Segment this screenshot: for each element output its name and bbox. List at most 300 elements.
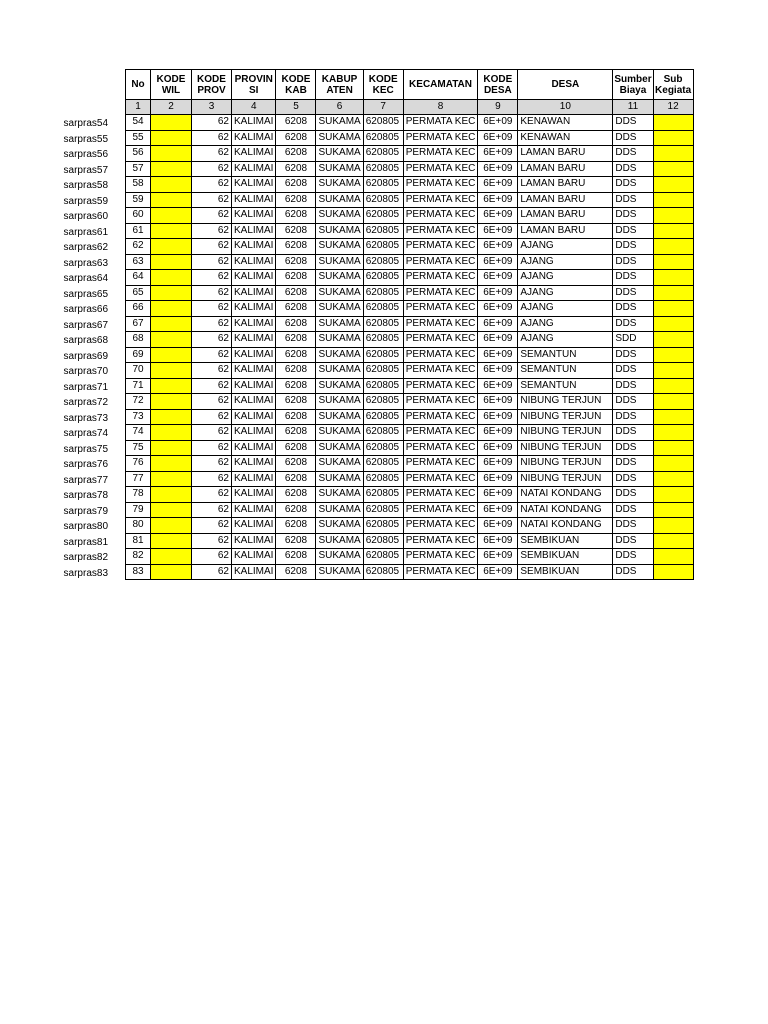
cell-sumber-biaya[interactable]: DDS: [613, 208, 653, 224]
cell-provinsi[interactable]: KALIMAI: [232, 332, 276, 348]
cell-kecamatan[interactable]: PERMATA KEC: [403, 502, 478, 518]
cell-kabupaten[interactable]: SUKAMA: [316, 549, 363, 565]
cell-kecamatan[interactable]: PERMATA KEC: [403, 487, 478, 503]
cell-kabupaten[interactable]: SUKAMA: [316, 239, 363, 255]
cell-provinsi[interactable]: KALIMAI: [232, 487, 276, 503]
cell-sub-kegiatan[interactable]: [653, 409, 693, 425]
cell-sub-kegiatan[interactable]: [653, 378, 693, 394]
col-header-kecamatan[interactable]: KECAMATAN: [403, 70, 478, 100]
cell-kecamatan[interactable]: PERMATA KEC: [403, 549, 478, 565]
cell-sub-kegiatan[interactable]: [653, 347, 693, 363]
cell-no[interactable]: 80: [126, 518, 151, 534]
cell-kode-desa[interactable]: 6E+09: [478, 316, 518, 332]
cell-no[interactable]: 66: [126, 301, 151, 317]
cell-desa[interactable]: LAMAN BARU: [518, 208, 613, 224]
cell-kode-prov[interactable]: 62: [192, 456, 232, 472]
cell-kode-prov[interactable]: 62: [192, 549, 232, 565]
cell-kode-desa[interactable]: 6E+09: [478, 502, 518, 518]
cell-provinsi[interactable]: KALIMAI: [232, 316, 276, 332]
cell-sub-kegiatan[interactable]: [653, 115, 693, 131]
cell-kecamatan[interactable]: PERMATA KEC: [403, 161, 478, 177]
cell-no[interactable]: 71: [126, 378, 151, 394]
col-header-sumber-biaya[interactable]: Sumber Biaya: [613, 70, 653, 100]
cell-kode-kab[interactable]: 6208: [276, 316, 316, 332]
cell-kode-kec[interactable]: 620805: [363, 270, 403, 286]
cell-sumber-biaya[interactable]: SDD: [613, 332, 653, 348]
cell-provinsi[interactable]: KALIMAI: [232, 471, 276, 487]
cell-kode-kab[interactable]: 6208: [276, 130, 316, 146]
cell-no[interactable]: 75: [126, 440, 151, 456]
cell-kode-prov[interactable]: 62: [192, 564, 232, 580]
cell-kabupaten[interactable]: SUKAMA: [316, 347, 363, 363]
cell-provinsi[interactable]: KALIMAI: [232, 518, 276, 534]
cell-kode-kec[interactable]: 620805: [363, 347, 403, 363]
cell-kecamatan[interactable]: PERMATA KEC: [403, 223, 478, 239]
cell-no[interactable]: 77: [126, 471, 151, 487]
cell-kode-kab[interactable]: 6208: [276, 115, 316, 131]
cell-sub-kegiatan[interactable]: [653, 239, 693, 255]
cell-kode-desa[interactable]: 6E+09: [478, 347, 518, 363]
cell-sub-kegiatan[interactable]: [653, 549, 693, 565]
cell-sub-kegiatan[interactable]: [653, 301, 693, 317]
cell-kabupaten[interactable]: SUKAMA: [316, 471, 363, 487]
cell-desa[interactable]: NIBUNG TERJUN: [518, 440, 613, 456]
cell-kabupaten[interactable]: SUKAMA: [316, 192, 363, 208]
cell-kecamatan[interactable]: PERMATA KEC: [403, 425, 478, 441]
cell-desa[interactable]: NATAI KONDANG: [518, 487, 613, 503]
cell-kode-kec[interactable]: 620805: [363, 115, 403, 131]
cell-kode-kab[interactable]: 6208: [276, 487, 316, 503]
cell-kode-kab[interactable]: 6208: [276, 564, 316, 580]
cell-sub-kegiatan[interactable]: [653, 502, 693, 518]
cell-kode-kab[interactable]: 6208: [276, 223, 316, 239]
cell-desa[interactable]: SEMBIKUAN: [518, 549, 613, 565]
cell-kode-wil[interactable]: [151, 378, 192, 394]
cell-provinsi[interactable]: KALIMAI: [232, 533, 276, 549]
cell-kode-kab[interactable]: 6208: [276, 518, 316, 534]
cell-desa[interactable]: SEMANTUN: [518, 347, 613, 363]
cell-kode-kab[interactable]: 6208: [276, 239, 316, 255]
cell-sumber-biaya[interactable]: DDS: [613, 130, 653, 146]
cell-kode-wil[interactable]: [151, 533, 192, 549]
cell-provinsi[interactable]: KALIMAI: [232, 502, 276, 518]
cell-provinsi[interactable]: KALIMAI: [232, 177, 276, 193]
cell-kode-wil[interactable]: [151, 332, 192, 348]
cell-kode-wil[interactable]: [151, 115, 192, 131]
col-header-provinsi[interactable]: PROVIN SI: [232, 70, 276, 100]
cell-kode-kec[interactable]: 620805: [363, 487, 403, 503]
index-cell[interactable]: 3: [192, 100, 232, 115]
cell-desa[interactable]: NIBUNG TERJUN: [518, 409, 613, 425]
cell-no[interactable]: 70: [126, 363, 151, 379]
cell-kode-desa[interactable]: 6E+09: [478, 223, 518, 239]
cell-desa[interactable]: NIBUNG TERJUN: [518, 456, 613, 472]
cell-provinsi[interactable]: KALIMAI: [232, 425, 276, 441]
cell-kabupaten[interactable]: SUKAMA: [316, 208, 363, 224]
cell-kode-kab[interactable]: 6208: [276, 456, 316, 472]
cell-provinsi[interactable]: KALIMAI: [232, 130, 276, 146]
cell-kode-wil[interactable]: [151, 347, 192, 363]
cell-provinsi[interactable]: KALIMAI: [232, 456, 276, 472]
cell-kode-kab[interactable]: 6208: [276, 502, 316, 518]
cell-kode-kab[interactable]: 6208: [276, 332, 316, 348]
cell-sumber-biaya[interactable]: DDS: [613, 518, 653, 534]
cell-kecamatan[interactable]: PERMATA KEC: [403, 115, 478, 131]
cell-kabupaten[interactable]: SUKAMA: [316, 115, 363, 131]
cell-kode-prov[interactable]: 62: [192, 347, 232, 363]
cell-kode-wil[interactable]: [151, 270, 192, 286]
cell-no[interactable]: 65: [126, 285, 151, 301]
cell-kode-kab[interactable]: 6208: [276, 378, 316, 394]
cell-kode-desa[interactable]: 6E+09: [478, 456, 518, 472]
cell-kecamatan[interactable]: PERMATA KEC: [403, 394, 478, 410]
cell-kecamatan[interactable]: PERMATA KEC: [403, 208, 478, 224]
cell-desa[interactable]: AJANG: [518, 332, 613, 348]
cell-kode-kec[interactable]: 620805: [363, 425, 403, 441]
cell-no[interactable]: 61: [126, 223, 151, 239]
cell-kecamatan[interactable]: PERMATA KEC: [403, 254, 478, 270]
cell-kode-desa[interactable]: 6E+09: [478, 301, 518, 317]
cell-sumber-biaya[interactable]: DDS: [613, 115, 653, 131]
cell-provinsi[interactable]: KALIMAI: [232, 394, 276, 410]
cell-kode-kec[interactable]: 620805: [363, 394, 403, 410]
cell-no[interactable]: 58: [126, 177, 151, 193]
cell-sub-kegiatan[interactable]: [653, 270, 693, 286]
cell-sumber-biaya[interactable]: DDS: [613, 301, 653, 317]
cell-kode-desa[interactable]: 6E+09: [478, 270, 518, 286]
cell-kabupaten[interactable]: SUKAMA: [316, 285, 363, 301]
cell-kode-kec[interactable]: 620805: [363, 301, 403, 317]
cell-kode-desa[interactable]: 6E+09: [478, 440, 518, 456]
col-header-kode-kab[interactable]: KODE KAB: [276, 70, 316, 100]
cell-kode-kec[interactable]: 620805: [363, 564, 403, 580]
cell-kode-prov[interactable]: 62: [192, 363, 232, 379]
cell-sub-kegiatan[interactable]: [653, 487, 693, 503]
cell-kode-prov[interactable]: 62: [192, 254, 232, 270]
cell-kode-prov[interactable]: 62: [192, 239, 232, 255]
index-cell[interactable]: 4: [232, 100, 276, 115]
cell-kode-desa[interactable]: 6E+09: [478, 533, 518, 549]
cell-sumber-biaya[interactable]: DDS: [613, 239, 653, 255]
cell-kecamatan[interactable]: PERMATA KEC: [403, 146, 478, 162]
cell-no[interactable]: 72: [126, 394, 151, 410]
cell-desa[interactable]: LAMAN BARU: [518, 146, 613, 162]
cell-desa[interactable]: SEMBIKUAN: [518, 533, 613, 549]
cell-kode-desa[interactable]: 6E+09: [478, 130, 518, 146]
cell-kode-wil[interactable]: [151, 456, 192, 472]
cell-kecamatan[interactable]: PERMATA KEC: [403, 130, 478, 146]
cell-kode-prov[interactable]: 62: [192, 115, 232, 131]
cell-kecamatan[interactable]: PERMATA KEC: [403, 177, 478, 193]
cell-kode-kec[interactable]: 620805: [363, 239, 403, 255]
cell-provinsi[interactable]: KALIMAI: [232, 363, 276, 379]
cell-kode-prov[interactable]: 62: [192, 146, 232, 162]
cell-kabupaten[interactable]: SUKAMA: [316, 409, 363, 425]
cell-sumber-biaya[interactable]: DDS: [613, 161, 653, 177]
index-cell[interactable]: 6: [316, 100, 363, 115]
cell-no[interactable]: 68: [126, 332, 151, 348]
cell-kabupaten[interactable]: SUKAMA: [316, 518, 363, 534]
cell-desa[interactable]: LAMAN BARU: [518, 223, 613, 239]
cell-kode-desa[interactable]: 6E+09: [478, 518, 518, 534]
cell-provinsi[interactable]: KALIMAI: [232, 347, 276, 363]
cell-kode-prov[interactable]: 62: [192, 394, 232, 410]
cell-kode-desa[interactable]: 6E+09: [478, 177, 518, 193]
index-cell[interactable]: 12: [653, 100, 693, 115]
cell-kode-kec[interactable]: 620805: [363, 332, 403, 348]
cell-sumber-biaya[interactable]: DDS: [613, 502, 653, 518]
cell-kabupaten[interactable]: SUKAMA: [316, 316, 363, 332]
cell-kecamatan[interactable]: PERMATA KEC: [403, 192, 478, 208]
cell-desa[interactable]: LAMAN BARU: [518, 192, 613, 208]
cell-sub-kegiatan[interactable]: [653, 208, 693, 224]
cell-kode-prov[interactable]: 62: [192, 471, 232, 487]
cell-kode-kab[interactable]: 6208: [276, 285, 316, 301]
cell-no[interactable]: 73: [126, 409, 151, 425]
cell-kode-kab[interactable]: 6208: [276, 347, 316, 363]
cell-kode-kec[interactable]: 620805: [363, 285, 403, 301]
cell-kode-wil[interactable]: [151, 440, 192, 456]
cell-kode-desa[interactable]: 6E+09: [478, 146, 518, 162]
cell-kode-kab[interactable]: 6208: [276, 425, 316, 441]
cell-kabupaten[interactable]: SUKAMA: [316, 270, 363, 286]
cell-kode-prov[interactable]: 62: [192, 518, 232, 534]
cell-kecamatan[interactable]: PERMATA KEC: [403, 471, 478, 487]
cell-kode-prov[interactable]: 62: [192, 161, 232, 177]
cell-no[interactable]: 62: [126, 239, 151, 255]
cell-provinsi[interactable]: KALIMAI: [232, 270, 276, 286]
cell-sumber-biaya[interactable]: DDS: [613, 270, 653, 286]
cell-kode-wil[interactable]: [151, 239, 192, 255]
cell-sumber-biaya[interactable]: DDS: [613, 425, 653, 441]
cell-sub-kegiatan[interactable]: [653, 161, 693, 177]
cell-provinsi[interactable]: KALIMAI: [232, 161, 276, 177]
cell-desa[interactable]: LAMAN BARU: [518, 177, 613, 193]
cell-kode-wil[interactable]: [151, 254, 192, 270]
cell-kabupaten[interactable]: SUKAMA: [316, 363, 363, 379]
cell-provinsi[interactable]: KALIMAI: [232, 301, 276, 317]
cell-kecamatan[interactable]: PERMATA KEC: [403, 301, 478, 317]
cell-kecamatan[interactable]: PERMATA KEC: [403, 239, 478, 255]
index-cell[interactable]: 2: [151, 100, 192, 115]
cell-sub-kegiatan[interactable]: [653, 564, 693, 580]
cell-sumber-biaya[interactable]: DDS: [613, 347, 653, 363]
cell-sumber-biaya[interactable]: DDS: [613, 533, 653, 549]
col-header-no[interactable]: No: [126, 70, 151, 100]
cell-kode-prov[interactable]: 62: [192, 285, 232, 301]
cell-kecamatan[interactable]: PERMATA KEC: [403, 270, 478, 286]
cell-sumber-biaya[interactable]: DDS: [613, 285, 653, 301]
cell-kode-desa[interactable]: 6E+09: [478, 115, 518, 131]
cell-provinsi[interactable]: KALIMAI: [232, 115, 276, 131]
cell-kode-kab[interactable]: 6208: [276, 192, 316, 208]
cell-kode-kab[interactable]: 6208: [276, 549, 316, 565]
cell-kode-desa[interactable]: 6E+09: [478, 363, 518, 379]
cell-kode-kab[interactable]: 6208: [276, 161, 316, 177]
cell-sub-kegiatan[interactable]: [653, 363, 693, 379]
cell-kode-wil[interactable]: [151, 130, 192, 146]
cell-kode-prov[interactable]: 62: [192, 533, 232, 549]
cell-kecamatan[interactable]: PERMATA KEC: [403, 564, 478, 580]
cell-kode-kec[interactable]: 620805: [363, 192, 403, 208]
cell-kode-prov[interactable]: 62: [192, 487, 232, 503]
cell-sumber-biaya[interactable]: DDS: [613, 394, 653, 410]
cell-provinsi[interactable]: KALIMAI: [232, 192, 276, 208]
cell-sumber-biaya[interactable]: DDS: [613, 378, 653, 394]
cell-kode-kec[interactable]: 620805: [363, 409, 403, 425]
cell-no[interactable]: 82: [126, 549, 151, 565]
cell-kabupaten[interactable]: SUKAMA: [316, 161, 363, 177]
cell-provinsi[interactable]: KALIMAI: [232, 239, 276, 255]
cell-kode-kec[interactable]: 620805: [363, 161, 403, 177]
cell-sumber-biaya[interactable]: DDS: [613, 177, 653, 193]
cell-kabupaten[interactable]: SUKAMA: [316, 130, 363, 146]
cell-kode-desa[interactable]: 6E+09: [478, 487, 518, 503]
cell-kode-kab[interactable]: 6208: [276, 254, 316, 270]
cell-kode-prov[interactable]: 62: [192, 425, 232, 441]
cell-kode-wil[interactable]: [151, 394, 192, 410]
cell-desa[interactable]: SEMANTUN: [518, 378, 613, 394]
cell-kode-wil[interactable]: [151, 285, 192, 301]
cell-kode-kec[interactable]: 620805: [363, 316, 403, 332]
cell-kode-prov[interactable]: 62: [192, 316, 232, 332]
cell-kode-kab[interactable]: 6208: [276, 146, 316, 162]
cell-sumber-biaya[interactable]: DDS: [613, 549, 653, 565]
col-header-desa[interactable]: DESA: [518, 70, 613, 100]
cell-kode-desa[interactable]: 6E+09: [478, 161, 518, 177]
cell-kode-kec[interactable]: 620805: [363, 502, 403, 518]
cell-kode-desa[interactable]: 6E+09: [478, 254, 518, 270]
cell-kode-desa[interactable]: 6E+09: [478, 285, 518, 301]
cell-kode-kec[interactable]: 620805: [363, 518, 403, 534]
cell-kode-kab[interactable]: 6208: [276, 394, 316, 410]
cell-sub-kegiatan[interactable]: [653, 425, 693, 441]
cell-kecamatan[interactable]: PERMATA KEC: [403, 316, 478, 332]
cell-kecamatan[interactable]: PERMATA KEC: [403, 332, 478, 348]
cell-sumber-biaya[interactable]: DDS: [613, 440, 653, 456]
cell-kecamatan[interactable]: PERMATA KEC: [403, 409, 478, 425]
cell-kode-kab[interactable]: 6208: [276, 208, 316, 224]
cell-kode-prov[interactable]: 62: [192, 223, 232, 239]
cell-kecamatan[interactable]: PERMATA KEC: [403, 456, 478, 472]
cell-sub-kegiatan[interactable]: [653, 192, 693, 208]
cell-sub-kegiatan[interactable]: [653, 394, 693, 410]
cell-provinsi[interactable]: KALIMAI: [232, 564, 276, 580]
cell-kode-prov[interactable]: 62: [192, 208, 232, 224]
cell-sumber-biaya[interactable]: DDS: [613, 363, 653, 379]
cell-kecamatan[interactable]: PERMATA KEC: [403, 518, 478, 534]
cell-kabupaten[interactable]: SUKAMA: [316, 533, 363, 549]
cell-sub-kegiatan[interactable]: [653, 456, 693, 472]
cell-desa[interactable]: NATAI KONDANG: [518, 502, 613, 518]
cell-sub-kegiatan[interactable]: [653, 146, 693, 162]
col-header-kode-prov[interactable]: KODE PROV: [192, 70, 232, 100]
cell-kode-kab[interactable]: 6208: [276, 270, 316, 286]
cell-sub-kegiatan[interactable]: [653, 332, 693, 348]
cell-kode-wil[interactable]: [151, 363, 192, 379]
cell-kecamatan[interactable]: PERMATA KEC: [403, 347, 478, 363]
cell-kode-kec[interactable]: 620805: [363, 363, 403, 379]
cell-kode-kec[interactable]: 620805: [363, 208, 403, 224]
cell-kode-desa[interactable]: 6E+09: [478, 425, 518, 441]
cell-kode-kec[interactable]: 620805: [363, 456, 403, 472]
cell-desa[interactable]: AJANG: [518, 254, 613, 270]
cell-kabupaten[interactable]: SUKAMA: [316, 146, 363, 162]
cell-kecamatan[interactable]: PERMATA KEC: [403, 378, 478, 394]
cell-sub-kegiatan[interactable]: [653, 316, 693, 332]
cell-no[interactable]: 55: [126, 130, 151, 146]
cell-kabupaten[interactable]: SUKAMA: [316, 378, 363, 394]
cell-kode-wil[interactable]: [151, 161, 192, 177]
index-cell[interactable]: 7: [363, 100, 403, 115]
cell-kode-prov[interactable]: 62: [192, 192, 232, 208]
cell-kode-desa[interactable]: 6E+09: [478, 239, 518, 255]
cell-kode-kec[interactable]: 620805: [363, 440, 403, 456]
cell-provinsi[interactable]: KALIMAI: [232, 223, 276, 239]
cell-no[interactable]: 83: [126, 564, 151, 580]
cell-desa[interactable]: NIBUNG TERJUN: [518, 394, 613, 410]
cell-sub-kegiatan[interactable]: [653, 285, 693, 301]
cell-kode-kec[interactable]: 620805: [363, 130, 403, 146]
cell-kabupaten[interactable]: SUKAMA: [316, 332, 363, 348]
cell-kode-wil[interactable]: [151, 208, 192, 224]
cell-kode-kec[interactable]: 620805: [363, 146, 403, 162]
cell-kode-prov[interactable]: 62: [192, 130, 232, 146]
cell-sumber-biaya[interactable]: DDS: [613, 254, 653, 270]
cell-kode-wil[interactable]: [151, 471, 192, 487]
cell-sub-kegiatan[interactable]: [653, 177, 693, 193]
cell-kode-prov[interactable]: 62: [192, 409, 232, 425]
cell-sub-kegiatan[interactable]: [653, 440, 693, 456]
cell-kode-kab[interactable]: 6208: [276, 301, 316, 317]
cell-sub-kegiatan[interactable]: [653, 223, 693, 239]
cell-desa[interactable]: AJANG: [518, 239, 613, 255]
cell-sumber-biaya[interactable]: DDS: [613, 223, 653, 239]
cell-kecamatan[interactable]: PERMATA KEC: [403, 285, 478, 301]
cell-sumber-biaya[interactable]: DDS: [613, 146, 653, 162]
index-cell[interactable]: 10: [518, 100, 613, 115]
cell-desa[interactable]: AJANG: [518, 316, 613, 332]
col-header-kode-kec[interactable]: KODE KEC: [363, 70, 403, 100]
index-cell[interactable]: 8: [403, 100, 478, 115]
cell-desa[interactable]: AJANG: [518, 285, 613, 301]
cell-kode-kab[interactable]: 6208: [276, 363, 316, 379]
cell-no[interactable]: 63: [126, 254, 151, 270]
cell-desa[interactable]: SEMANTUN: [518, 363, 613, 379]
cell-provinsi[interactable]: KALIMAI: [232, 409, 276, 425]
cell-kode-desa[interactable]: 6E+09: [478, 394, 518, 410]
cell-kode-kab[interactable]: 6208: [276, 440, 316, 456]
cell-provinsi[interactable]: KALIMAI: [232, 254, 276, 270]
cell-kabupaten[interactable]: SUKAMA: [316, 177, 363, 193]
cell-kode-desa[interactable]: 6E+09: [478, 192, 518, 208]
cell-kecamatan[interactable]: PERMATA KEC: [403, 363, 478, 379]
cell-kode-prov[interactable]: 62: [192, 502, 232, 518]
cell-kabupaten[interactable]: SUKAMA: [316, 456, 363, 472]
cell-kode-wil[interactable]: [151, 146, 192, 162]
cell-kode-wil[interactable]: [151, 409, 192, 425]
cell-kode-desa[interactable]: 6E+09: [478, 208, 518, 224]
cell-kecamatan[interactable]: PERMATA KEC: [403, 440, 478, 456]
index-cell[interactable]: 5: [276, 100, 316, 115]
cell-desa[interactable]: NATAI KONDANG: [518, 518, 613, 534]
cell-kode-kab[interactable]: 6208: [276, 533, 316, 549]
cell-kode-wil[interactable]: [151, 502, 192, 518]
cell-kode-desa[interactable]: 6E+09: [478, 471, 518, 487]
cell-kabupaten[interactable]: SUKAMA: [316, 487, 363, 503]
cell-provinsi[interactable]: KALIMAI: [232, 378, 276, 394]
cell-no[interactable]: 59: [126, 192, 151, 208]
